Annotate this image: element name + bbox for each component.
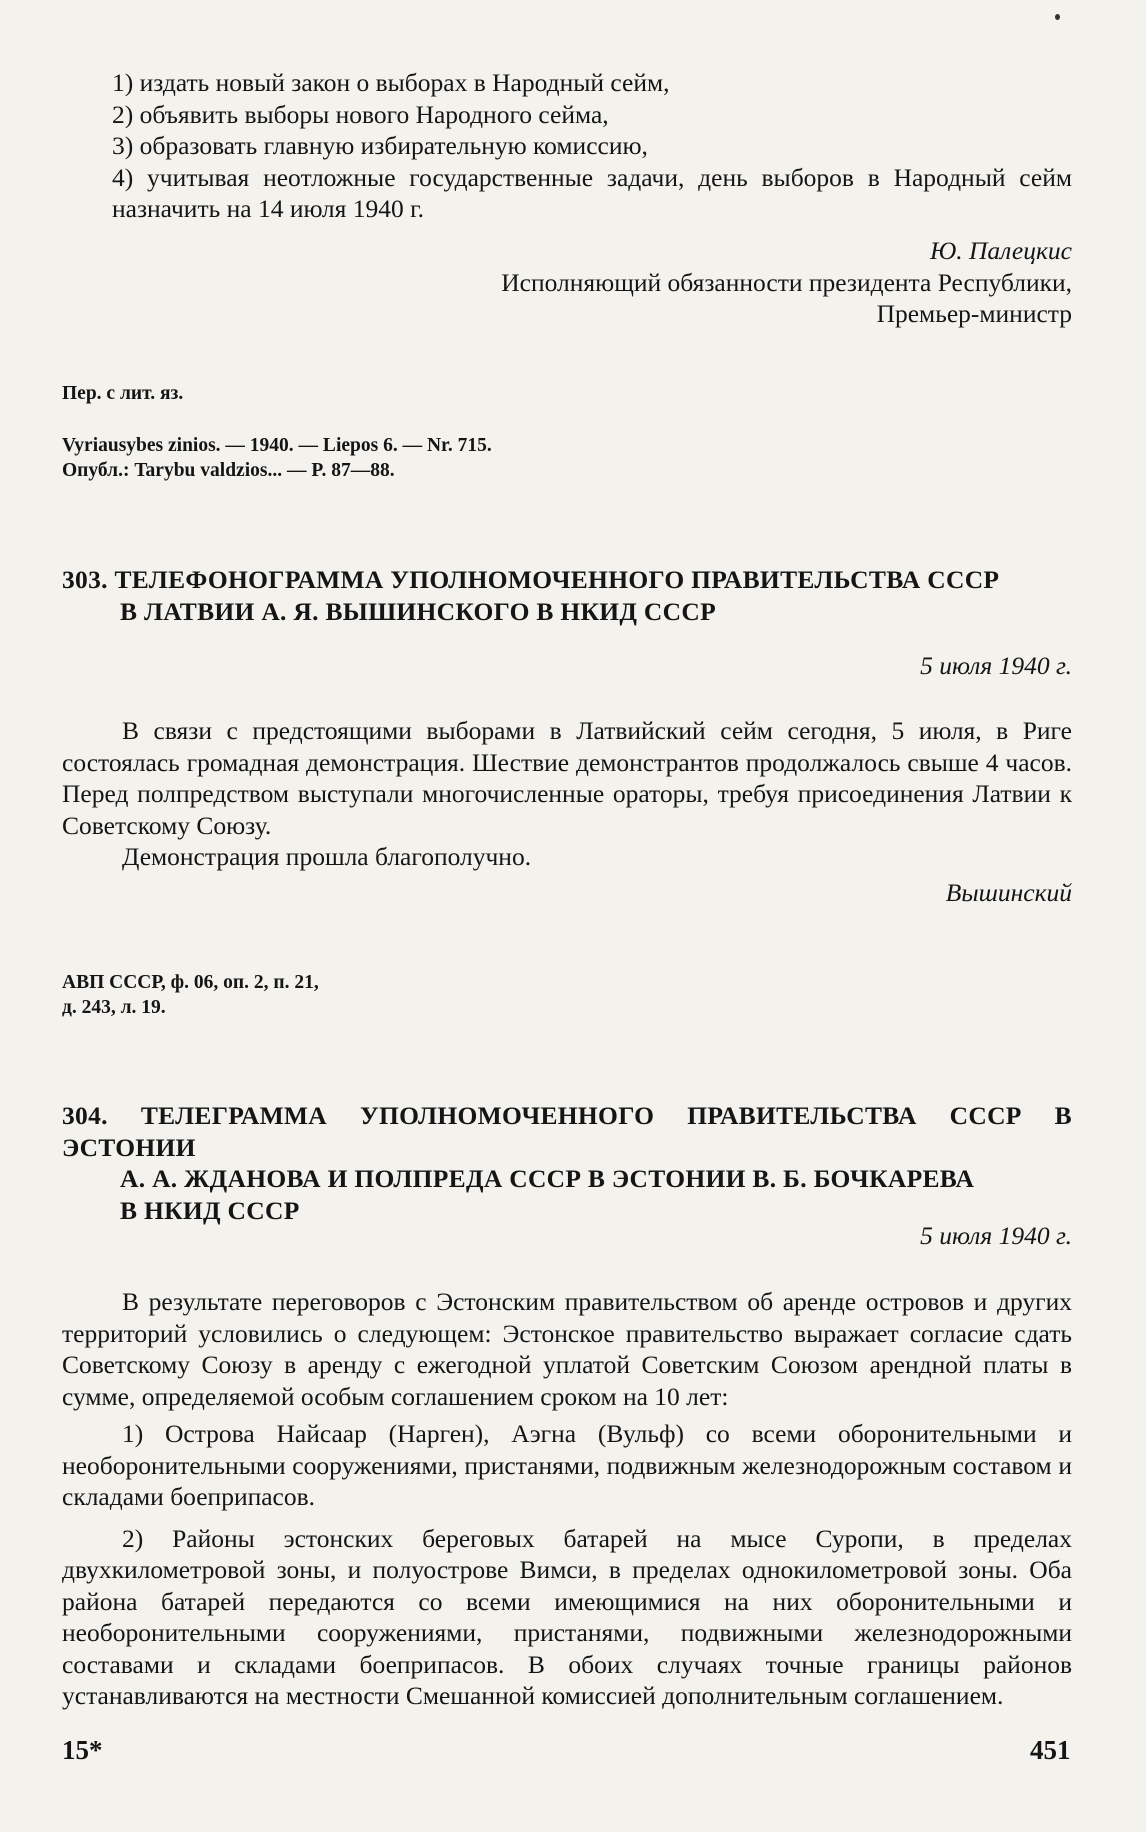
decree-point-3: 3) образовать главную избирательную комиссию, (112, 131, 648, 160)
signatory-role-1: Исполняющий обязанности президента Республики, (501, 267, 1072, 297)
doc-303-paragraph-1: В связи с предстоящими выборами в Латвийский сейм сегодня, 5 июля, в Риге состоялась громадная демонстрация. Шествие демонстрантов продолжалось свыше 4 часов. Перед полпредством выступали многочисленные ораторы, требуя присоединения Латвии к Советскому Союзу. (62, 716, 1072, 840)
print-speck (1055, 14, 1060, 20)
doc-304-paragraph-3: 2) Районы эстонских береговых батарей на мысе Суропи, в пределах двухкилометровой зоны, и полуострове Вимси, в пределах однокилометровой зоны. Оба района батарей передаются со всеми имеющимися на них оборонительными и необоронительными сооружениями, пристанями, подвижными железнодорожными составами и складами боеприпасов. В обоих случаях точные границы районов устанавливаются на местности Смешанной комиссией дополнительным соглашением. (62, 1523, 1072, 1710)
archive-line-2: д. 243, л. 19. (62, 997, 166, 1018)
doc-303-heading (62, 564, 1072, 627)
doc-304-heading-line-1: 304. ТЕЛЕГРАММА УПОЛНОМОЧЕННОГО ПРАВИТЕЛЬСТВА СССР В ЭСТОНИИ (62, 1101, 1072, 1162)
doc-303-heading-line-1: 303. ТЕЛЕФОНОГРАММА УПОЛНОМОЧЕННОГО ПРАВИТЕЛЬСТВА СССР (62, 565, 1000, 594)
doc-303-date: 5 июля 1940 г. (920, 651, 1072, 680)
decree-points (62, 67, 1072, 225)
doc-303-body (62, 715, 1072, 908)
decree-point-2: 2) объявить выборы нового Народного сейма, (112, 99, 609, 129)
signature-vyshinsky: Вышинский (945, 877, 1072, 907)
doc-304-body (62, 1286, 1072, 1712)
decree-point-4: 4) учитывая неотложные государственные задачи, день выборов в Народный сейм назначить на 14 июля 1940 г. (112, 162, 1072, 223)
decree-point-1: 1) издать новый закон о выборах в Народный сейм, (112, 68, 670, 97)
doc-303-archive-reference (62, 970, 1072, 1020)
translation-note: Пер. с лит. яз. (62, 383, 184, 404)
source-references (62, 433, 1072, 483)
doc-304-heading-line-2: А. А. ЖДАНОВА И ПОЛПРЕДА СССР В ЭСТОНИИ В. Б. БОЧКАРЕВА (120, 1164, 975, 1193)
archive-line-1: АВП СССР, ф. 06, оп. 2, п. 21, (62, 972, 319, 993)
doc-304-heading (62, 1100, 1072, 1226)
signatory-role-2: Премьер-министр (876, 299, 1072, 328)
decree-signature-block (62, 235, 1072, 330)
printer-signature-mark: 15* (62, 1735, 103, 1765)
doc-303-heading-line-2: В ЛАТВИИ А. Я. ВЫШИНСКОГО В НКИД СССР (120, 596, 716, 626)
source-line-2: Опубл.: Tarybu valdzios... — P. 87—88. (62, 460, 395, 481)
source-line-1: Vyriausybes zinios. — 1940. — Liepos 6. — Nr. 715. (62, 435, 492, 456)
doc-303-paragraph-2: Демонстрация прошла благополучно. (122, 842, 532, 871)
doc-304-paragraph-2: 1) Острова Найсаар (Нарген), Аэгна (Вульф) со всеми оборонительными и необоронительными сооружениями, пристанями, подвижным железнодорожным составом и складами боеприпасов. (62, 1419, 1072, 1511)
doc-304-paragraph-1: В результате переговоров с Эстонским правительством об аренде островов и других территорий условились о следующем: Эстонское правительство выражает согласие сдать Советскому Союзу в аренду с ежегодной уплатой Советским Союзом арендной платы в сумме, определяемой особым соглашением сроком на 10 лет: (62, 1287, 1072, 1411)
signature-paleckis: Ю. Палецкис (929, 236, 1072, 265)
doc-304-heading-line-3: В НКИД СССР (120, 1195, 300, 1225)
doc-304-date: 5 июля 1940 г. (920, 1221, 1072, 1250)
page-number: 451 (1030, 1735, 1071, 1765)
